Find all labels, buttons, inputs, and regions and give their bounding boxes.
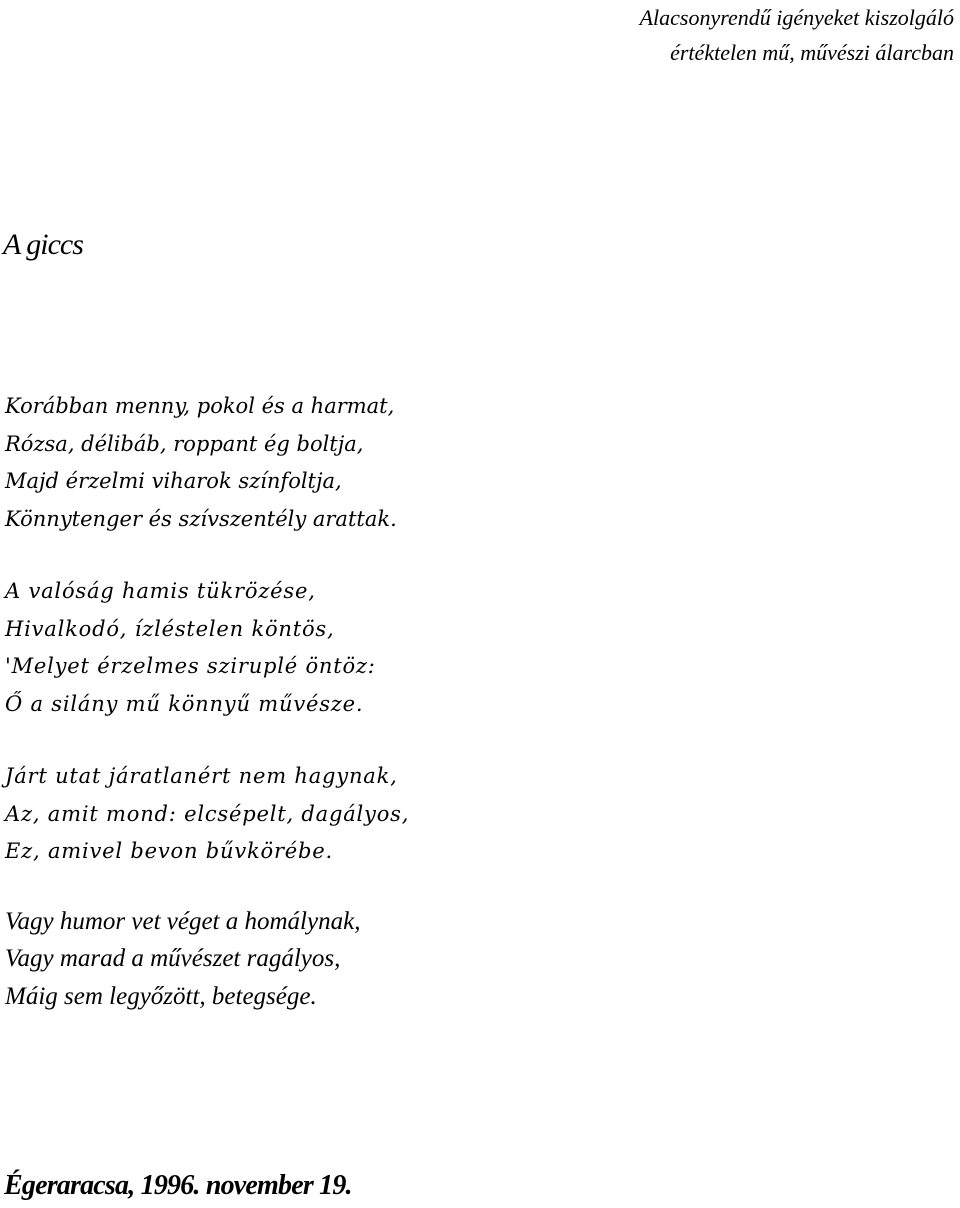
poem-line: Ez, amivel bevon bűvkörébe.	[5, 839, 333, 863]
stanza	[5, 388, 935, 538]
poem-line: Vagy humor vet véget a homálynak,	[5, 907, 361, 935]
stanza	[5, 903, 935, 1016]
poem-line: Rózsa, délibáb, roppant ég boltja,	[5, 431, 364, 456]
poem-line: Hivalkodó, ízléstelen köntös,	[5, 616, 335, 641]
poem-line: Majd érzelmi viharok színfoltja,	[5, 469, 342, 493]
epigraph	[594, 0, 954, 70]
poem-line: Az, amit mond: elcsépelt, dagályos,	[5, 801, 410, 826]
poem-body	[5, 388, 935, 1015]
poem-line: Ő a silány mű könnyű művésze.	[5, 691, 364, 716]
poem-line: Máig sem legyőzött, betegsége.	[5, 982, 317, 1010]
poem-line: A valóság hamis tükrözése,	[5, 579, 316, 603]
poem-line: Könnytenger és szívszentély arattak.	[5, 506, 397, 531]
poem-line: Járt utat járatlanért nem hagynak,	[5, 764, 398, 788]
stanza	[5, 573, 935, 723]
poem-line: Korábban menny, pokol és a harmat,	[5, 394, 395, 418]
poem-title: A giccs	[3, 228, 83, 261]
poem-line: Vagy marad a művészet ragályos,	[5, 945, 341, 972]
poem-line: 'Melyet érzelmes sziruplé öntöz:	[5, 654, 376, 678]
signature-place-date: Égeraracsa, 1996. november 19.	[4, 1170, 352, 1201]
epigraph-line: értéktelen mű, művészi álarcban	[670, 40, 954, 65]
epigraph-line: Alacsonyrendű igényeket kiszolgáló	[639, 5, 954, 30]
stanza	[5, 758, 935, 871]
